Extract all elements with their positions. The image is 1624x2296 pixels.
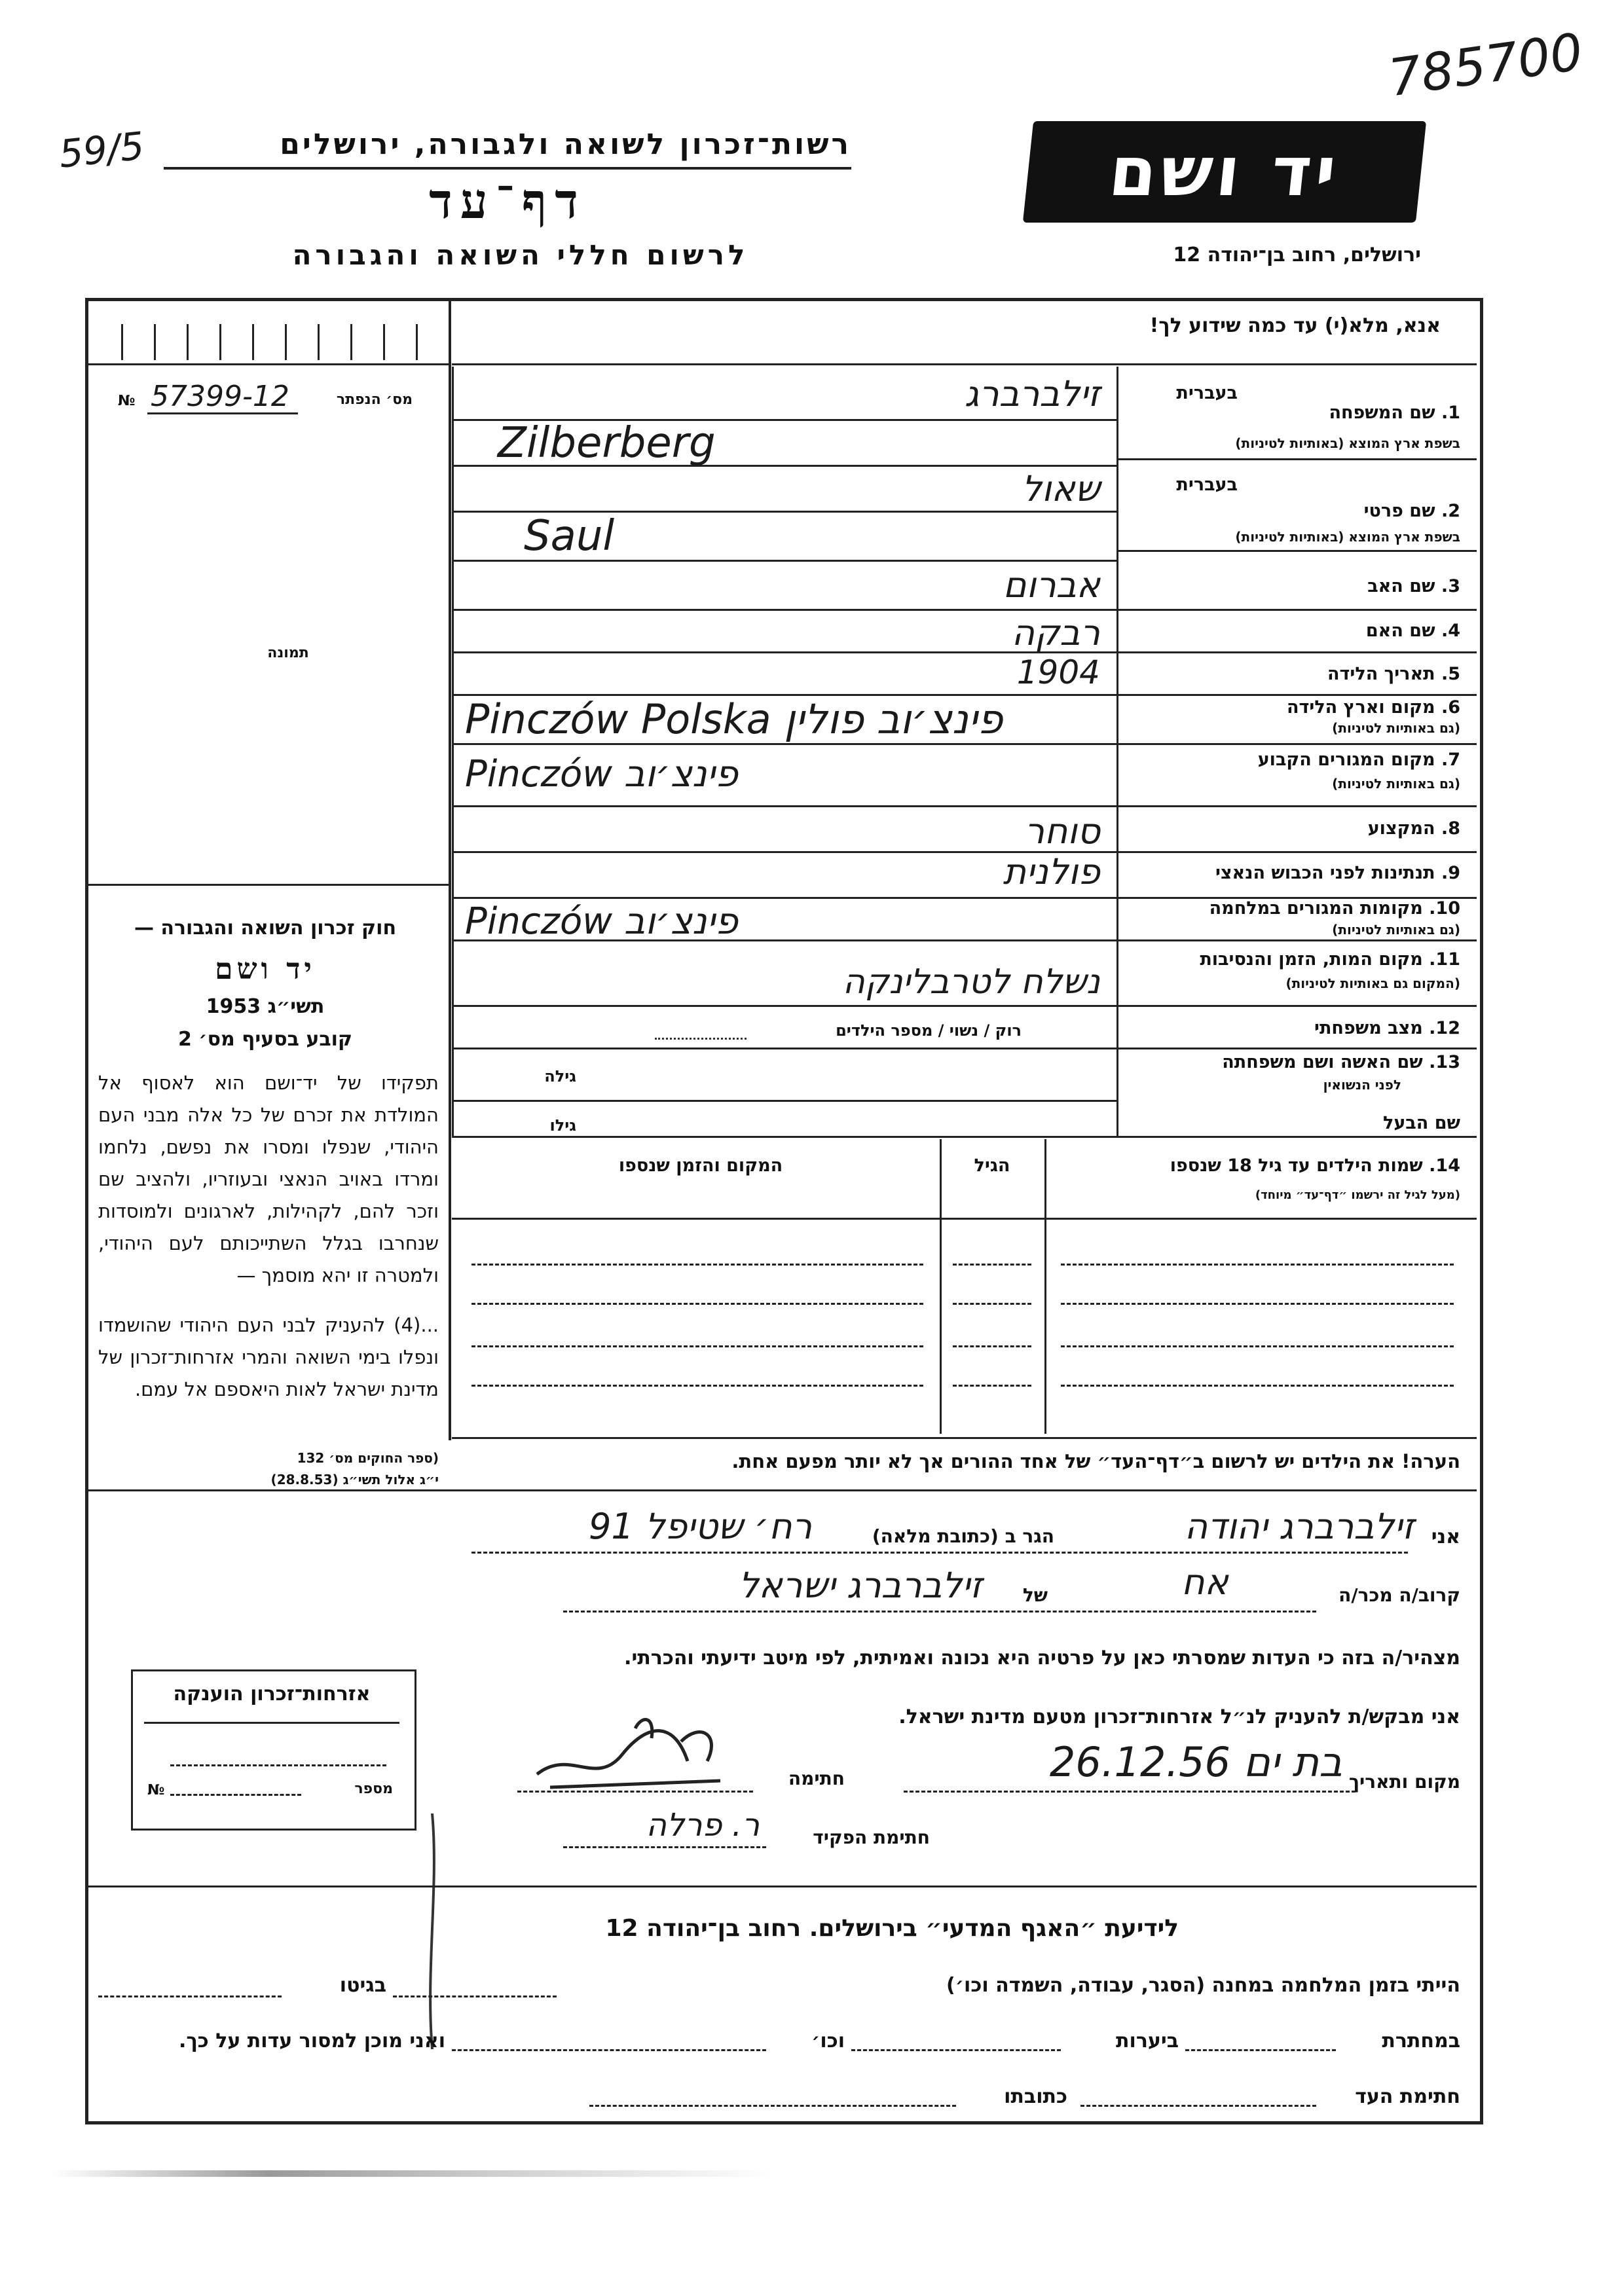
f5-label: 5. תאריך הלידה — [1327, 664, 1460, 684]
f7-label: 7. מקום המגורים הקבוע — [1257, 750, 1460, 770]
scan-smudge — [52, 2170, 773, 2177]
f8-label: 8. המקצוע — [1367, 818, 1460, 839]
footer-witness-signature: חתימת העד — [1355, 2085, 1460, 2108]
footer-notice: לידיעת ״האגף המדעי״ בירושלים. רחוב בן־יהודה 12 — [605, 1915, 1179, 1942]
f11-label: 11. מקום המות, הזמן והנסיבות — [1200, 949, 1460, 970]
resident-label: הגר ב (כתובת מלאה) — [872, 1525, 1054, 1547]
f6-label: 6. מקום וארץ הלידה — [1286, 697, 1460, 718]
footer-etc: וכו׳ — [811, 2030, 845, 2052]
f12-options: רוק / נשוי / מספר הילדים — [836, 1021, 1022, 1040]
f3-value: אברום — [1003, 564, 1100, 606]
photo-label: תמונה — [267, 645, 309, 661]
f6-latin-note: (גם באותיות לטיניות) — [1332, 720, 1460, 736]
f4-value: רבקה — [1011, 612, 1100, 653]
f14-label: 14. שמות הילדים עד גיל 18 שנספו — [1170, 1156, 1460, 1176]
of-label: של — [1022, 1584, 1048, 1606]
cert-number-label: מספר — [354, 1781, 393, 1797]
law-year: 1953 — [206, 995, 261, 1018]
col-place: המקום והזמן שנספו — [618, 1156, 783, 1176]
f2-hebrew-label: בעברית — [1176, 475, 1238, 495]
request: אני מבקש/ת להעניק לנ״ל אזרחות־זכרון מטעם מדינת ישראל. — [898, 1705, 1460, 1728]
f13b-label: שם הבעל — [1382, 1113, 1460, 1133]
authority-name: רשות־זכרון לשואה ולגבורה, ירושלים — [280, 128, 851, 161]
f10-latin-note: (גם באותיות לטיניות) — [1332, 922, 1460, 938]
cert-no: № — [147, 1782, 165, 1798]
f2-label: 2. שם פרטי — [1363, 501, 1460, 521]
law-name: יד ושם — [215, 953, 316, 986]
f1-latin-value: Zilberberg — [498, 419, 716, 467]
form-subtitle: לרשום חללי השואה והגבורה — [292, 239, 749, 271]
place-date-value: בת ים 26.12.56 — [1049, 1738, 1342, 1786]
officer-value: ר. פרלה — [646, 1807, 760, 1844]
f1-label: 1. שם המשפחה — [1329, 403, 1460, 423]
archive-number: 785700 — [1385, 22, 1587, 109]
f10-label: 10. מקומות המגורים במלחמה — [1209, 898, 1460, 919]
f3-label: 3. שם האב — [1367, 576, 1460, 596]
f6-value: Pinczów Polska פינצ׳וב פולין — [465, 695, 1003, 743]
witness-address: רח׳ שטיפל 91 — [588, 1506, 812, 1547]
note: הערה! את הילדים יש לרשום ב״דף־העד״ של אחד ההורים אך לא יותר מפעם אחת. — [731, 1450, 1460, 1472]
i-label: אני — [1431, 1525, 1460, 1548]
f13-label: 13. שם האשה ושם משפחתה — [1222, 1052, 1460, 1072]
footer-address: כתובתו — [1004, 2085, 1067, 2108]
officer-label: חתימת הפקיד — [813, 1827, 930, 1848]
f12-label: 12. מצב משפחתי — [1314, 1018, 1460, 1038]
law-year-heb: תשי״ג — [267, 995, 325, 1018]
witness-signature — [524, 1702, 747, 1800]
f1-origin-label: בשפת ארץ המוצא (באותיות לטיניות) — [1235, 435, 1460, 451]
f13-age-label: גילה — [544, 1067, 576, 1085]
law-text: תפקידו של יד־ושם הוא לאסוף אל המולדת את זכרם של כל אלה מבני העם היהודי, שנפלו ומסרו את נפשם, נלחמו ומרדו באויב הנאצי ובעוזריו, ולהציב שם וזכר להם, לקהילות, לארגונים ולמוסדות שנחרבו בגלל השתייכותם לעם היהודי, ולמטרה זו יהא מוסמך — — [98, 1072, 439, 1286]
f9-label: 9. תנתינות לפני הכבוש הנאצי — [1215, 863, 1460, 883]
f11-value: נשלח לטרבלינקה — [842, 962, 1100, 1002]
law-title: חוק זכרון השואה והגבורה — — [134, 917, 397, 939]
address: ירושלים, רחוב בן־יהודה 12 — [1173, 244, 1421, 266]
col-age: הגיל — [974, 1156, 1010, 1176]
law-ref-1: (ספר החוקים מס׳ 132 — [297, 1450, 439, 1466]
f11-sub: (המקום גם באותיות לטיניות) — [1285, 975, 1460, 991]
cert-title: אזרחות־זכרון הוענקה — [173, 1683, 371, 1705]
relation-label: קרוב/ה מכר/ה — [1338, 1584, 1460, 1606]
f13-sub: לפני הנשואין — [1323, 1077, 1401, 1093]
yad-vashem-logo — [1023, 121, 1426, 223]
f2-hebrew-value: שאול — [1022, 468, 1100, 509]
of-value: זילברברג ישראל — [739, 1565, 982, 1606]
f9-value: פולנית — [1003, 851, 1100, 892]
footer-line-1: הייתי בזמן המלחמה במחנה (הסגר, עבודה, השמדה וכו׳) — [946, 1974, 1460, 1997]
relation-value: אח — [1181, 1561, 1228, 1603]
serial-boxes — [121, 324, 429, 360]
serial-number: 57399-12 — [151, 380, 289, 413]
footer-ghetto: בגיטו — [339, 1974, 386, 1997]
law-clause: קובע בסעיף מס׳ 2 — [177, 1028, 353, 1051]
f1-hebrew-label: בעברית — [1176, 383, 1238, 403]
f1-hebrew-value: זילברברג — [964, 373, 1100, 414]
signature-label: חתימה — [788, 1768, 845, 1789]
f7-latin-note: (גם באותיות לטיניות) — [1332, 776, 1460, 792]
place-date-label: מקום ותאריך — [1348, 1771, 1460, 1793]
f4-label: 4. שם האם — [1365, 621, 1460, 641]
footer-forests: ביערות — [1116, 2030, 1179, 2052]
f5-value: 1904 — [1016, 653, 1100, 691]
intro: אנא, מלא(י) עד כמה שידוע לך! — [1149, 314, 1441, 337]
f10-value: Pinczów פינצ׳וב — [465, 900, 738, 943]
f8-value: סוחר — [1024, 811, 1100, 852]
f2-latin-value: Saul — [524, 512, 615, 560]
form-title: דף־עד — [429, 173, 586, 230]
witness-name: זילברברג יהודה — [1184, 1506, 1414, 1547]
f13b-age-label: גילו — [549, 1116, 576, 1135]
f7-value: Pinczów פינצ׳וב — [465, 753, 738, 795]
margin-stroke — [413, 1807, 465, 2056]
f14-sub: (מעל לגיל זה ירשמו ״דף־עד״ מיוחד) — [1255, 1188, 1460, 1202]
footer-underground: במחתרת — [1382, 2030, 1460, 2052]
serial-label: מס׳ הנפתר — [336, 392, 413, 408]
law-text-2: ...(4) להעניק לבני העם היהודי שהושמדו ונפלו בימי השואה והמרי אזרחות־זכרון של מדינת ישראל לאות היאספם אל עמם. — [98, 1314, 439, 1400]
statement: מצהיר/ה בזה כי העדות שמסרתי כאן על פרטיה היא נכונה ואמיתית, לפי מיטב ידיעתי והכרתי. — [624, 1647, 1460, 1669]
logo-text: יד ושם — [1105, 132, 1344, 211]
stamp-code: 59/5 — [56, 123, 147, 177]
f2-origin-label: בשפת ארץ המוצא (באותיות לטיניות) — [1235, 529, 1460, 545]
footer-testimony: ואני מוכן למסור עדות על כך. — [179, 2030, 445, 2052]
law-ref-2: י״ג אלול תשי״ג (28.8.53) — [270, 1472, 439, 1487]
